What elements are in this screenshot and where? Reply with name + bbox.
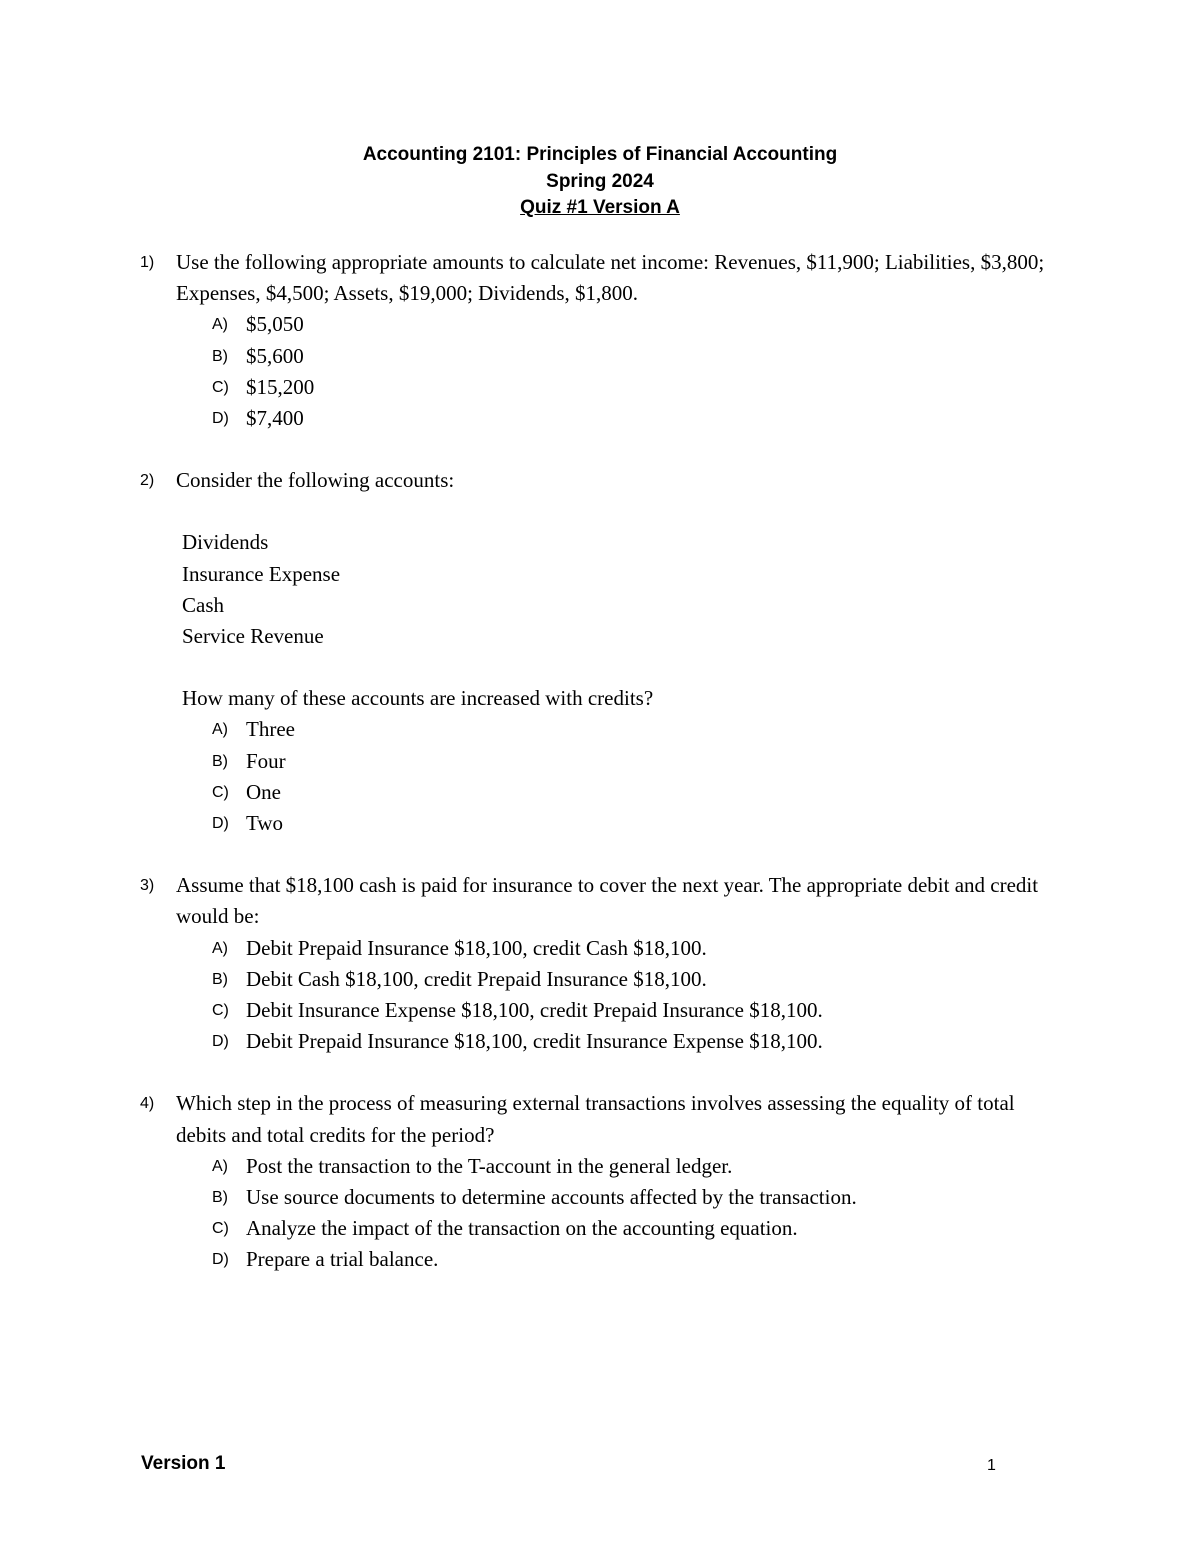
quiz-title: Quiz #1 Version A xyxy=(520,197,680,218)
answer-choice[interactable] xyxy=(212,403,1060,434)
choice-text: $15,200 xyxy=(246,374,315,399)
question-2 xyxy=(140,465,1060,839)
question-number: 2) xyxy=(140,472,155,490)
choice-text: $7,400 xyxy=(246,406,304,431)
choice-letter: B) xyxy=(212,970,228,988)
question-number: 1) xyxy=(140,254,155,271)
choice-text: Debit Prepaid Insurance $18,100, credit Insurance Expense $18,100. xyxy=(246,1029,823,1054)
choice-text: $5,050 xyxy=(246,312,304,337)
answer-choice[interactable] xyxy=(212,777,1060,808)
answer-choice[interactable] xyxy=(212,1151,1060,1182)
answer-choice[interactable] xyxy=(212,309,1060,340)
answer-choice[interactable] xyxy=(212,341,1060,372)
answer-choice[interactable] xyxy=(212,1026,1060,1057)
choice-letter: C) xyxy=(212,1220,229,1238)
choice-letter: A) xyxy=(212,939,228,957)
question-4 xyxy=(140,1088,1060,1275)
answer-choice[interactable] xyxy=(212,1213,1060,1244)
footer-version: Version 1 xyxy=(141,1453,226,1474)
answer-choice[interactable] xyxy=(212,808,1060,839)
question-text: Use the following appropriate amounts to calculate net income: Revenues, $11,900; Liabilities, $3,800; Expenses, $4,500; Assets, $19,000; Dividends, $1,800. xyxy=(176,250,1045,306)
account-list xyxy=(182,527,1060,652)
answer-choice[interactable] xyxy=(212,1182,1060,1213)
term-label: Spring 2024 xyxy=(546,170,654,192)
question-list xyxy=(140,247,1060,1307)
answer-choice[interactable] xyxy=(212,714,1060,745)
account-item: Insurance Expense xyxy=(182,561,341,586)
question-text: Which step in the process of measuring external transactions involves assessing the equality of total debits and total credits for the period? xyxy=(176,1091,1015,1147)
choice-text: Three xyxy=(246,717,295,742)
choice-text: Post the transaction to the T-account in the general ledger. xyxy=(246,1153,733,1178)
answer-choice[interactable] xyxy=(212,995,1060,1026)
choice-letter: C) xyxy=(212,378,229,396)
question-text: Assume that $18,100 cash is paid for insurance to cover the next year. The appropriate debit and credit would be: xyxy=(176,873,1039,929)
choice-text: $5,600 xyxy=(246,343,304,368)
choice-letter: D) xyxy=(212,1251,229,1269)
answer-choice[interactable] xyxy=(212,964,1060,995)
question-3 xyxy=(140,870,1060,1057)
choice-letter: C) xyxy=(212,783,229,801)
choice-letter: D) xyxy=(212,815,229,833)
answer-choices xyxy=(176,309,1060,434)
choice-text: Prepare a trial balance. xyxy=(246,1247,439,1272)
question-text: Consider the following accounts: xyxy=(176,468,455,493)
account-item: Service Revenue xyxy=(182,624,324,649)
course-title: Accounting 2101: Principles of Financial Accounting xyxy=(362,144,838,165)
question-1 xyxy=(140,247,1060,434)
choice-text: Debit Prepaid Insurance $18,100, credit Cash $18,100. xyxy=(246,935,707,960)
choice-text: Two xyxy=(246,811,284,836)
choice-text: Use source documents to determine accounts affected by the transaction. xyxy=(246,1185,857,1210)
choice-letter: A) xyxy=(212,316,228,334)
answer-choice[interactable] xyxy=(212,1244,1060,1275)
answer-choice[interactable] xyxy=(212,372,1060,403)
answer-choice[interactable] xyxy=(212,746,1060,777)
answer-choice[interactable] xyxy=(212,933,1060,964)
answer-choices xyxy=(176,933,1060,1058)
choice-text: Debit Cash $18,100, credit Prepaid Insurance $18,100. xyxy=(246,966,707,991)
choice-letter: B) xyxy=(212,752,228,770)
answer-choices xyxy=(176,714,1060,839)
choice-letter: C) xyxy=(212,1002,229,1020)
account-item: Cash xyxy=(182,592,224,617)
choice-text: One xyxy=(246,779,281,804)
choice-text: Four xyxy=(246,748,286,773)
choice-text: Debit Insurance Expense $18,100, credit Prepaid Insurance $18,100. xyxy=(246,998,823,1023)
question-number: 4) xyxy=(140,1095,155,1113)
question-prompt: How many of these accounts are increased with credits? xyxy=(182,686,654,711)
account-item: Dividends xyxy=(182,530,269,555)
choice-letter: B) xyxy=(212,1189,228,1207)
choice-letter: A) xyxy=(212,721,228,739)
question-number: 3) xyxy=(140,877,155,895)
answer-choices xyxy=(176,1151,1060,1276)
choice-letter: D) xyxy=(212,410,229,428)
choice-letter: B) xyxy=(212,347,228,365)
choice-letter: A) xyxy=(212,1157,228,1175)
page-number: 1 xyxy=(987,1457,996,1474)
choice-letter: D) xyxy=(212,1033,229,1051)
choice-text: Analyze the impact of the transaction on the accounting equation. xyxy=(246,1216,798,1241)
document-header xyxy=(0,142,1200,222)
